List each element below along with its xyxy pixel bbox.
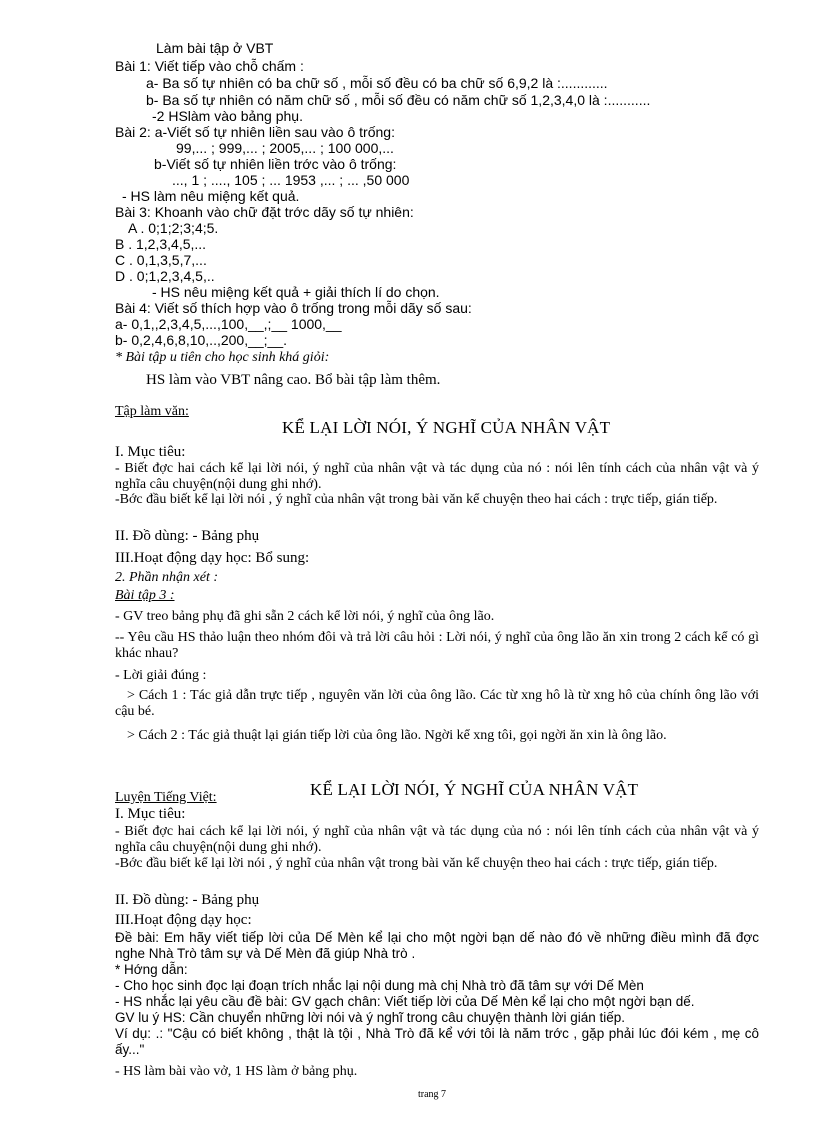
section-2-guidance-2: - HS nhắc lại yêu cầu đề bài: GV gạch chân: Viết tiếp lời của Dế Mèn kể lại cho một ngời bạn dế. xyxy=(115,994,695,1009)
section-1-answer-1: > Cách 1 : Tác giả dẫn trực tiếp , nguyên văn lời của ông lão. Các từ xng hô là từ xng hô của chính ông lão với cậu bé. xyxy=(115,688,759,719)
section-2-objective-1: - Biết đợc hai cách kể lại lời nói, ý nghĩ của nhân vật và tác dụng của nó : nói lên tính cách của nhân vật và ý nghĩa câu chuyện(nội dung ghi nhớ). xyxy=(115,824,759,855)
section-2-title: KỂ LẠI LỜI NÓI, Ý NGHĨ CỦA NHÂN VẬT xyxy=(310,780,639,799)
section-2-guidance-heading: * Hớng dẫn: xyxy=(115,962,188,977)
exercise-2a: 99,... ; 999,... ; 2005,... ; 100 000,... xyxy=(176,140,394,156)
intro-line: Làm bài tập ở VBT xyxy=(156,40,274,56)
section-2-activities: III.Hoạt động dạy học: xyxy=(115,912,252,928)
section-1-comment-heading: 2. Phần nhận xét : xyxy=(115,570,219,585)
exercise-3-note: - HS nêu miệng kết quả + giải thích lí do chọn. xyxy=(152,284,440,300)
exercise-1b: b- Ba số tự nhiên có năm chữ số , mỗi số đều có năm chữ số 1,2,3,4,0 là :........... xyxy=(146,92,651,108)
section-2-objective-2: -Bớc đầu biết kể lại lời nói , ý nghĩ của nhân vật trong bài văn kể chuyện theo hai cách : trực tiếp, gián tiếp. xyxy=(115,856,718,871)
section-1-answer-label: - Lời giải đúng : xyxy=(115,668,207,683)
section-2-example: Ví dụ: .: "Cậu có biết không , thật là tội , Nhà Trò đã kể với tôi là năm trớc , gặp phải lúc đói kém , mẹ cô ấy..." xyxy=(115,1026,759,1057)
section-1-objective-1: - Biết đợc hai cách kể lại lời nói, ý nghĩ của nhân vật và tác dụng của nó : nói lên tính cách của nhân vật và ý nghĩa câu chuyện(nội dung ghi nhớ). xyxy=(115,461,759,492)
section-1-activities: III.Hoạt động dạy học: Bổ sung: xyxy=(115,550,310,566)
exercise-2b: b-Viết số tự nhiên liền trớc vào ô trống: xyxy=(154,156,397,172)
exercise-2-heading: Bài 2: a-Viết số tự nhiên liền sau vào ô trống: xyxy=(115,124,395,140)
section-2-materials: II. Đồ dùng: - Bảng phụ xyxy=(115,892,260,908)
section-2-assignment: Đề bài: Em hãy viết tiếp lời của Dế Mèn kể lại cho một ngời bạn dế nào đó về những điều mình đã đợc nghe Nhà Trò tâm sự và Dế Mèn đã giúp Nhà trò . xyxy=(115,930,759,961)
section-2-objectives-heading: I. Mục tiêu: xyxy=(115,806,186,822)
exercise-3-heading: Bài 3: Khoanh vào chữ đặt trớc dãy số tự nhiên: xyxy=(115,204,414,220)
section-1-exercise-3: Bài tập 3 : xyxy=(115,588,175,603)
advanced-exercise-line: HS làm vào VBT nâng cao. Bổ bài tập làm thêm. xyxy=(146,372,441,388)
section-1-objectives-heading: I. Mục tiêu: xyxy=(115,444,186,460)
exercise-4a: a- 0,1,,2,3,4,5,...,100,__,;__ 1000,__ xyxy=(115,316,342,332)
exercise-1c: -2 HSlàm vào bảng phụ. xyxy=(152,108,303,124)
exercise-4-heading: Bài 4: Viết số thích hợp vào ô trống trong mỗi dãy số sau: xyxy=(115,300,472,316)
section-1-answer-2: > Cách 2 : Tác giả thuật lại gián tiếp lời của ông lão. Ngời kể xng tôi, gọi ngời ăn xin là ông lão. xyxy=(127,728,667,743)
exercise-1a: a- Ba số tự nhiên có ba chữ số , mỗi số đều có ba chữ số 6,9,2 là :............ xyxy=(146,75,608,91)
section-1-objective-2: -Bớc đầu biết kể lại lời nói , ý nghĩ của nhân vật trong bài văn kể chuyện theo hai cách : trực tiếp, gián tiếp. xyxy=(115,492,718,507)
advanced-exercise-heading: * Bài tập u tiên cho học sinh khá giỏi: xyxy=(115,350,330,365)
section-label-tap-lam-van: Tập làm văn: xyxy=(115,404,189,419)
exercise-4b: b- 0,2,4,6,8,10,..,200,__;__. xyxy=(115,332,288,348)
exercise-1-heading: Bài 1: Viết tiếp vào chỗ chấm : xyxy=(115,58,304,74)
section-label-luyen-tieng-viet: Luyện Tiếng Việt: xyxy=(115,790,217,805)
page-number: trang 7 xyxy=(418,1089,447,1100)
exercise-3-option-c: C . 0,1,3,5,7,... xyxy=(115,252,207,268)
section-1-step-1: - GV treo bảng phụ đã ghi sẵn 2 cách kể lời nói, ý nghĩ của ông lão. xyxy=(115,609,495,624)
exercise-3-option-a: A . 0;1;2;3;4;5. xyxy=(128,220,219,236)
section-2-guidance-3: GV lu ý HS: Cần chuyển những lời nói và ý nghĩ trong câu chuyện thành lời gián tiếp. xyxy=(115,1010,626,1025)
section-1-title: KỂ LẠI LỜI NÓI, Ý NGHĨ CỦA NHÂN VẬT xyxy=(282,418,611,437)
exercise-2c: ..., 1 ; ...., 105 ; ... 1953 ,... ; ... ,50 000 xyxy=(172,172,410,188)
exercise-3-option-d: D . 0;1,2,3,4,5,.. xyxy=(115,268,215,284)
section-1-materials: II. Đồ dùng: - Bảng phụ xyxy=(115,528,260,544)
section-2-guidance-1: - Cho học sinh đọc lại đoạn trích nhắc lại nội dung mà chị Nhà trò đã tâm sự với Dế Mèn xyxy=(115,978,644,993)
exercise-2d: - HS làm nêu miệng kết quả. xyxy=(122,188,300,204)
exercise-3-option-b: B . 1,2,3,4,5,... xyxy=(115,236,207,252)
section-1-step-2: -- Yêu cầu HS thảo luận theo nhóm đôi và trả lời câu hỏi : Lời nói, ý nghĩ của ông lão ăn xin trong 2 cách kể có gì khác nhau? xyxy=(115,630,759,661)
section-2-final-step: - HS làm bài vào vở, 1 HS làm ở bảng phụ. xyxy=(115,1064,358,1079)
